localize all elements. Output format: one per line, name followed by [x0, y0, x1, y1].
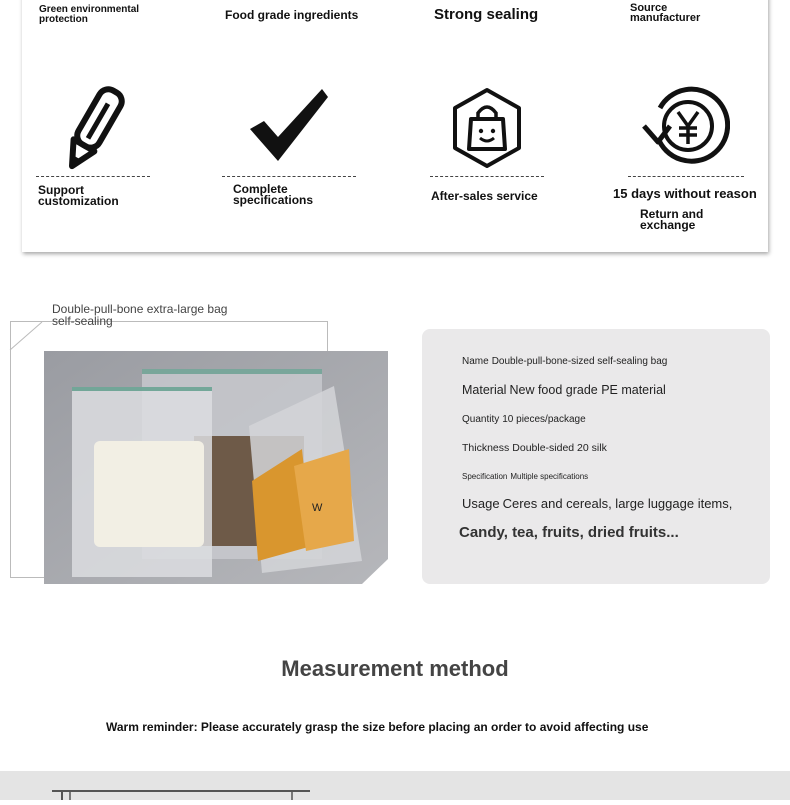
- spec-value: Double-pull-bone-sized self-sealing bag: [491, 356, 668, 367]
- divider: [222, 176, 356, 177]
- pencil-icon: [54, 80, 134, 176]
- feature-source-label: Source manufacturer: [630, 2, 701, 24]
- measurement-title: Measurement method: [281, 656, 509, 681]
- measurement-diagram-strip: [0, 771, 790, 800]
- spec-usage: [462, 496, 732, 511]
- feature-food-label: Food grade ingredients: [225, 8, 359, 22]
- spec-material: [462, 383, 666, 397]
- measurement-diagram: [0, 771, 790, 800]
- product-photo: [44, 351, 388, 584]
- feature-label-return: Return and exchange: [640, 207, 704, 232]
- frame-corner: [8, 318, 48, 358]
- spec-value: Multiple specifications: [510, 472, 589, 481]
- feature-label-after-sales: After-sales service: [431, 189, 538, 203]
- spec-thickness: [462, 442, 607, 454]
- divider: [628, 176, 744, 177]
- spec-usage-extra: Candy, tea, fruits, dried fruits...: [459, 524, 679, 541]
- spec-key: Material: [462, 383, 507, 397]
- spec-value: New food grade PE material: [509, 383, 666, 397]
- features-card: [22, 0, 768, 252]
- feature-label-15-days: 15 days without reason: [613, 186, 757, 201]
- spec-key: Usage: [462, 496, 500, 511]
- feature-label-specifications: Complete specifications: [233, 182, 314, 207]
- divider: [430, 176, 544, 177]
- spec-value: Double-sided 20 silk: [512, 442, 607, 454]
- spec-specification: [462, 472, 588, 481]
- spec-key: Name: [462, 356, 489, 367]
- spec-value: Ceres and cereals, large luggage items,: [502, 496, 733, 511]
- checkmark-icon: [248, 87, 332, 163]
- bag-letter: W: [312, 502, 323, 514]
- warm-reminder: Warm reminder: Please accurately grasp the size before placing an order to avoid affecting use: [106, 720, 649, 734]
- spec-key: Thickness: [462, 442, 510, 454]
- shopping-bag-icon: [450, 87, 524, 169]
- feature-sealing-label: Strong sealing: [434, 6, 539, 23]
- yen-return-icon: [638, 86, 730, 168]
- spec-value: 10 pieces/package: [502, 414, 586, 425]
- product-title: Double-pull-bone extra-large bag self-sealing: [52, 302, 228, 328]
- spec-quantity: [462, 414, 586, 425]
- spec-key: Specification: [462, 472, 508, 481]
- spec-box: [422, 329, 770, 584]
- spec-name: [462, 356, 667, 367]
- feature-green-label: Green environmental protection: [39, 4, 140, 25]
- feature-label-customization: Support customization: [38, 183, 119, 208]
- divider: [36, 176, 150, 177]
- spec-key: Quantity: [462, 414, 500, 425]
